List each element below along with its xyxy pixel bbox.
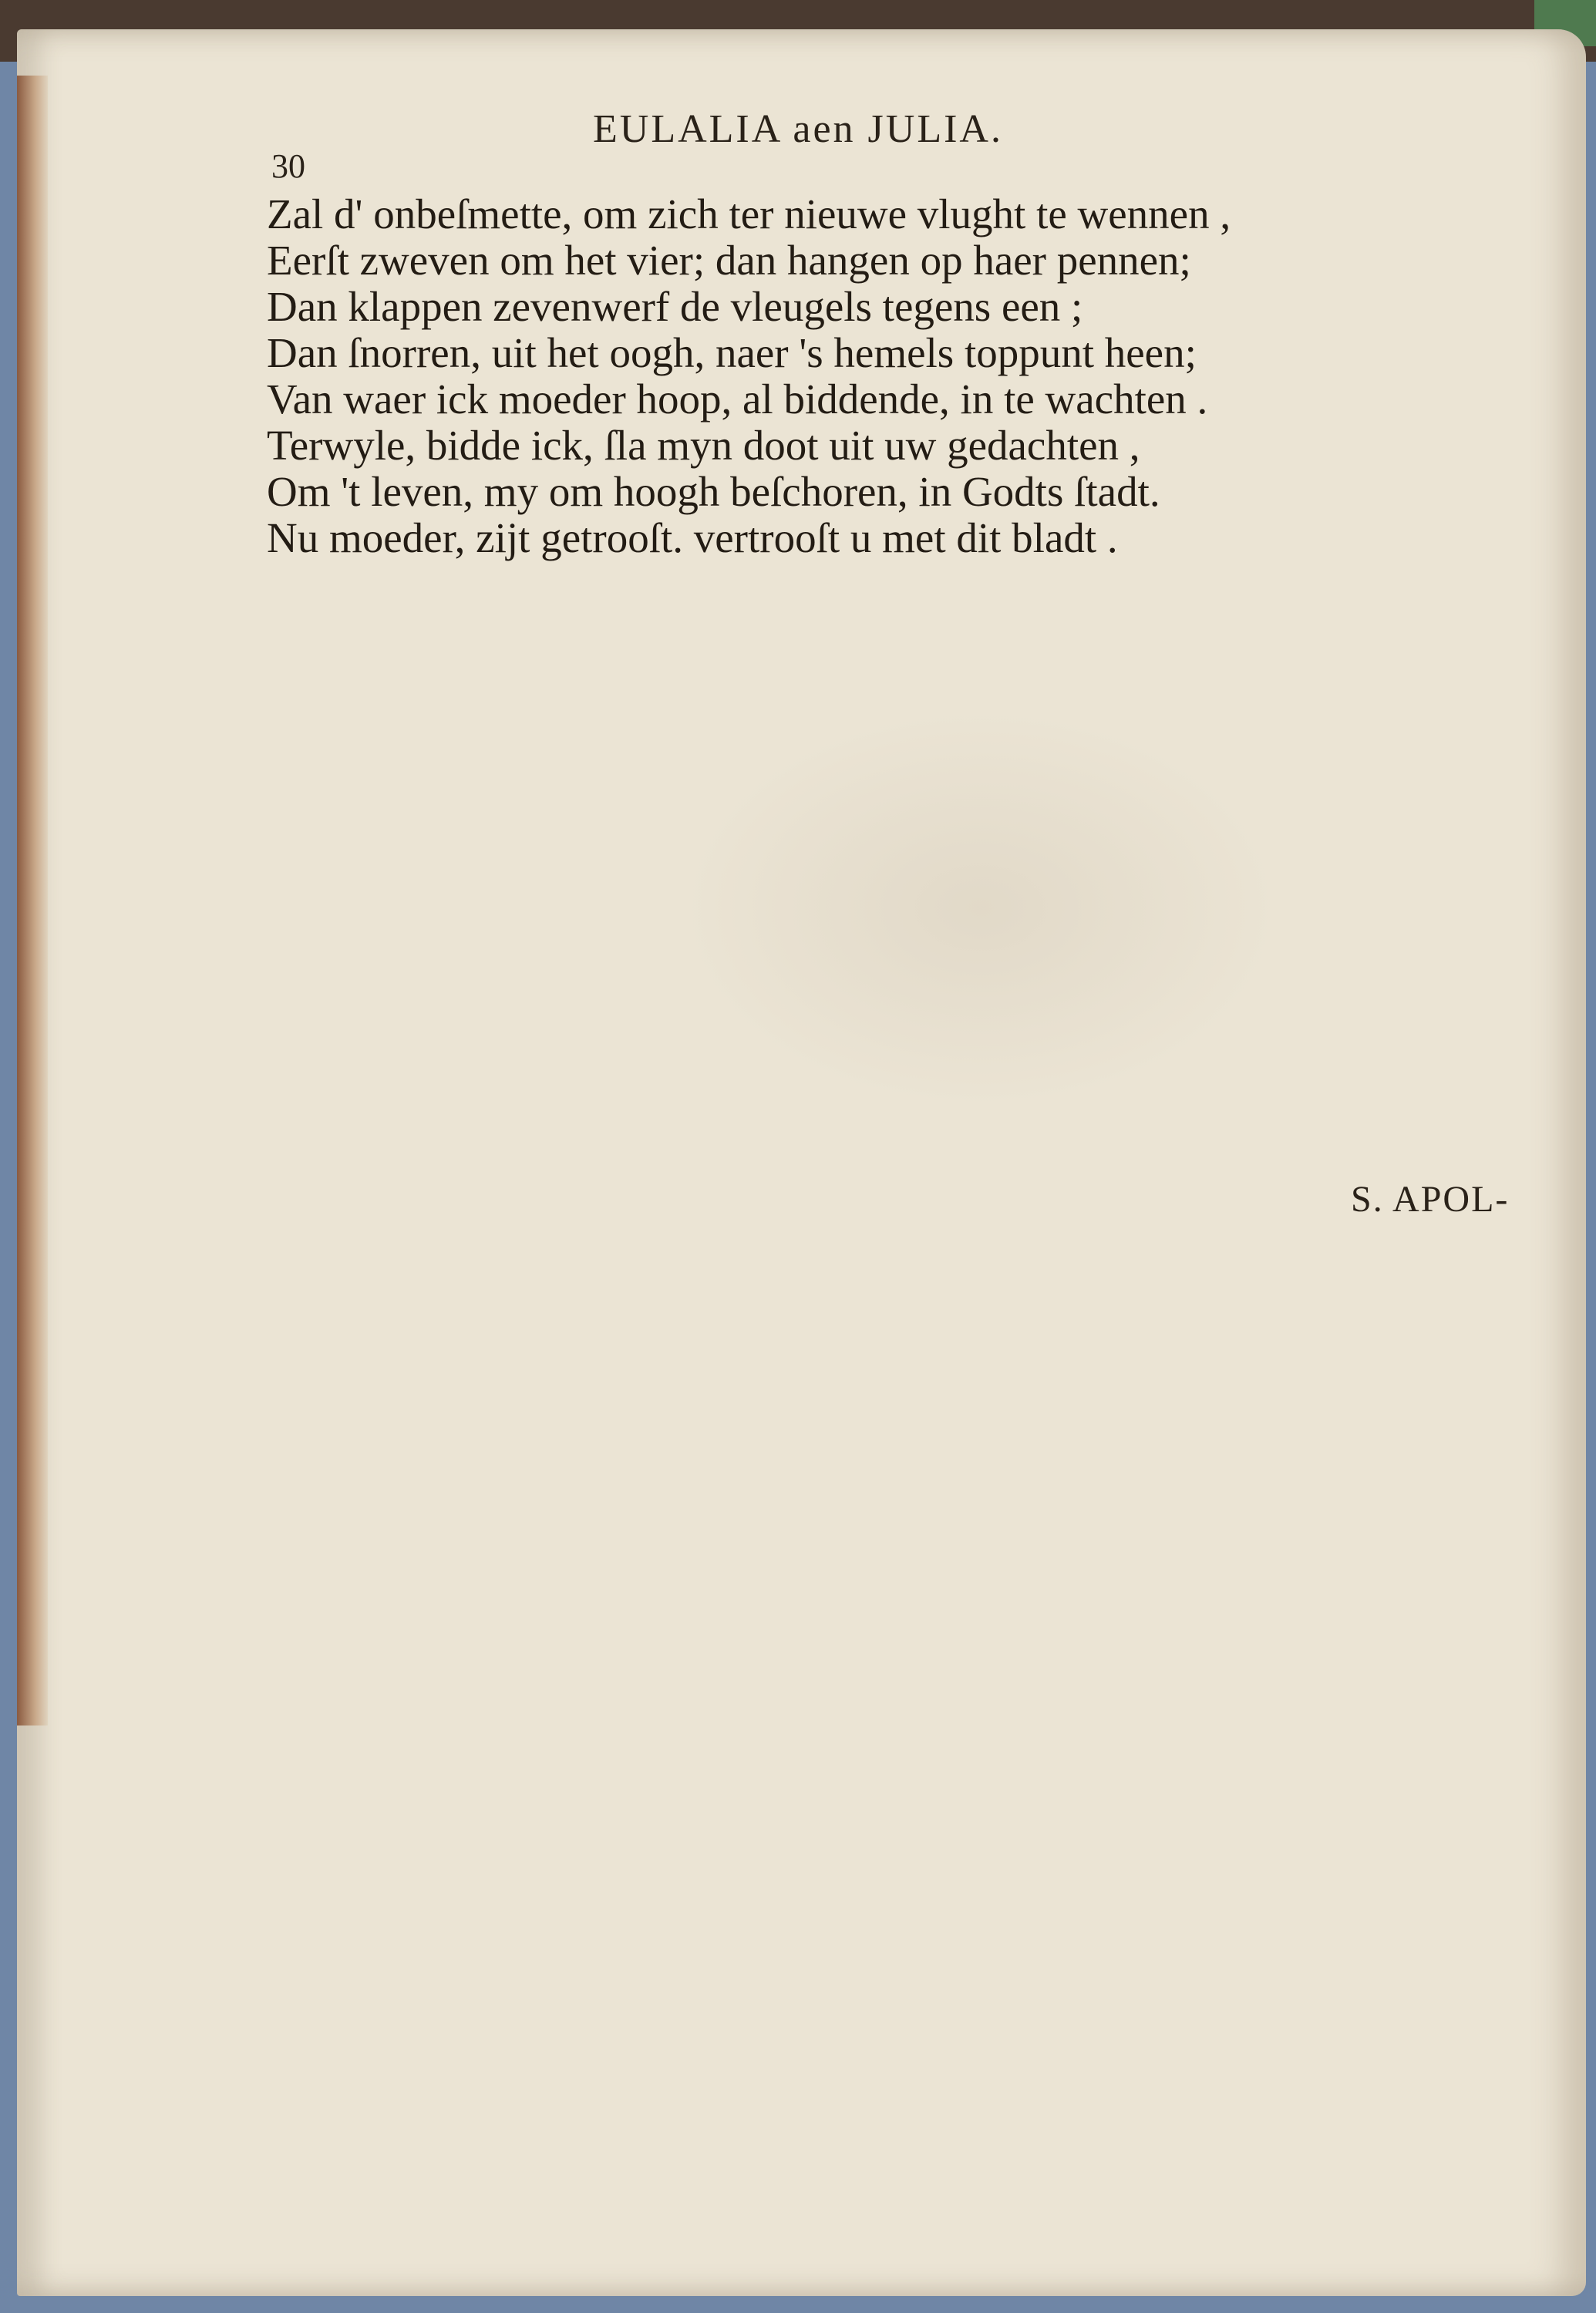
verse-line-6: Terwyle, bidde ick, ſla myn doot uit uw gedachten , bbox=[267, 422, 1140, 469]
verse-line-2: Eerſt zweven om het vier; dan hangen op haer pennen; bbox=[267, 237, 1191, 284]
page-number: 30 bbox=[271, 147, 305, 185]
verse-line-8: Nu moeder, zijt getrooſt. vertrooſt u met dit bladt . bbox=[267, 514, 1118, 561]
page-gutter bbox=[17, 76, 48, 1725]
verse-line-7: Om 't leven, my om hoogh beſchoren, in Godts ſtadt. bbox=[267, 468, 1160, 515]
verse-line-3: Dan klappen zevenwerf de vleugels tegens een ; bbox=[267, 283, 1083, 330]
catchword: S. APOL- bbox=[1351, 1179, 1510, 1220]
verse-line-1: Zal d' onbeſmette, om zich ter nieuwe vlught te wennen , bbox=[267, 190, 1231, 237]
running-head: EULALIA aen JULIA. bbox=[593, 107, 1003, 151]
verse-block bbox=[267, 191, 1470, 561]
verse-line-5: Van waer ick moeder hoop, al biddende, in te wachten . bbox=[267, 375, 1208, 423]
verse-line-4: Dan ſnorren, uit het oogh, naer 's hemels toppunt heen; bbox=[267, 329, 1197, 376]
ink-bleed-through bbox=[680, 708, 1281, 1109]
